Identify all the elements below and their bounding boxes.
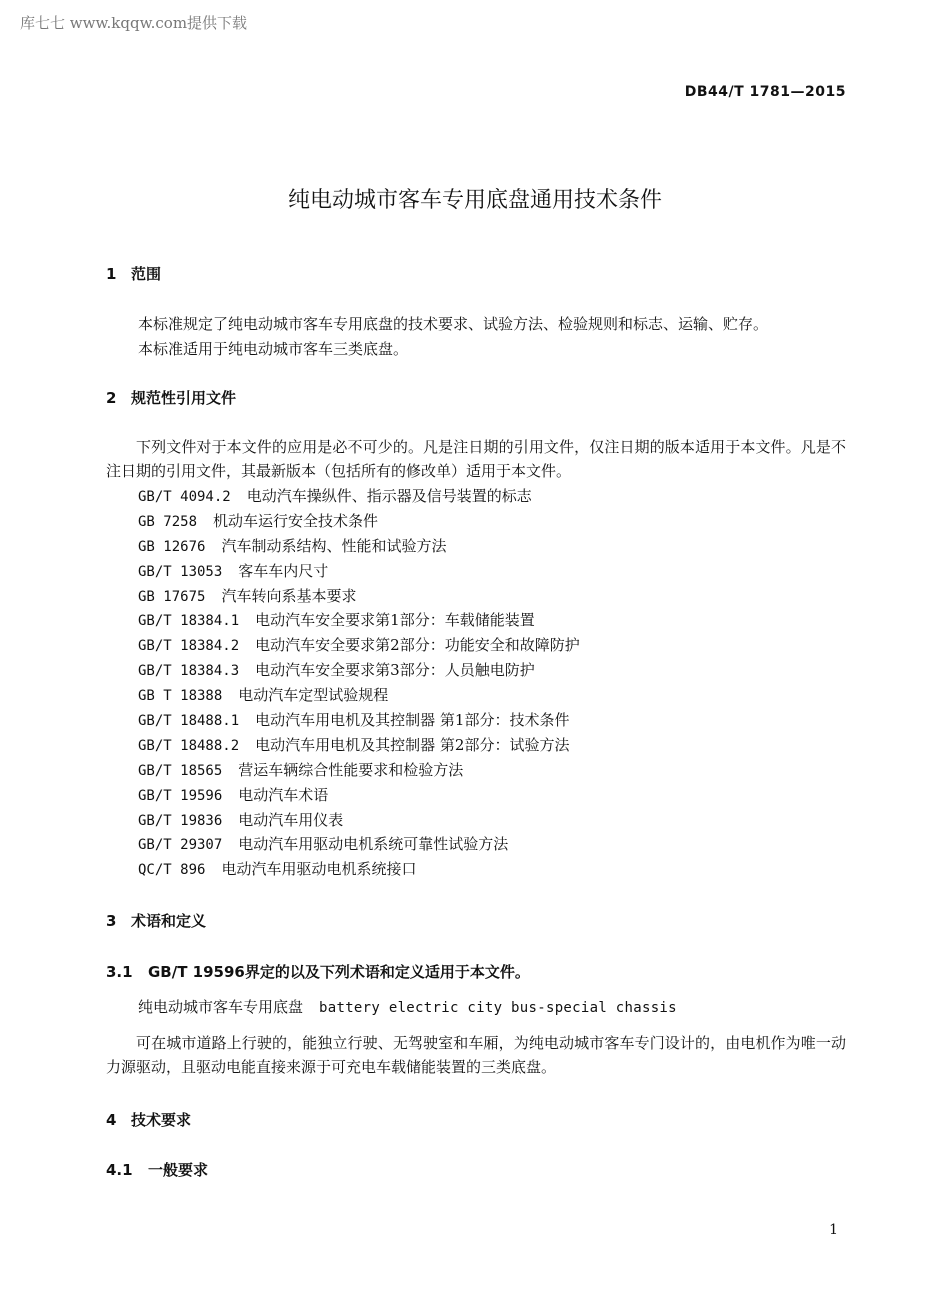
reference-list [138,484,580,882]
watermark-text: 库七七 www.kqqw.com提供下载 [20,14,248,32]
reference-code: GB/T 13053 [138,563,223,580]
subsection-3-1-heading [106,961,530,982]
reference-code: QC/T 896 [138,862,206,879]
reference-code: GB T 18388 [138,688,223,705]
reference-item [138,633,580,658]
page-title: 纯电动城市客车专用底盘通用技术条件 [287,188,662,213]
reference-title: 电动汽车安全要求第3部分：人员触电防护 [255,661,535,680]
section-number: 2 [106,389,117,407]
reference-title: 电动汽车用电机及其控制器 第1部分：技术条件 [255,711,570,730]
reference-code: GB/T 18488.2 [138,737,240,754]
section-number: 4 [106,1111,117,1129]
reference-item [138,733,580,758]
term-english: battery electric city bus-special chassis [319,1000,677,1016]
reference-title: 电动汽车术语 [238,785,329,804]
reference-item [138,584,580,609]
section-number: 3 [106,912,117,930]
term-definition: 可在城市道路上行驶的，能独立行驶、无驾驶室和车厢，为纯电动城市客车专门设计的，由电机作为唯一动力源驱动，且驱动电能直接来源于可充电车载储能装置的三类底盘。 [106,1034,846,1076]
reference-code: GB/T 18565 [138,762,223,779]
subsection-title: 一般要求 [148,1161,209,1179]
reference-code: GB/T 18384.1 [138,613,240,630]
reference-item [138,683,580,708]
reference-item [138,559,580,584]
paragraph: 本标准适用于纯电动城市客车三类底盘。 [138,340,409,358]
reference-title: 电动汽车用仪表 [238,810,344,829]
reference-item [138,808,580,833]
subsection-text: GB/T 19596界定的以及下列术语和定义适用于本文件。 [148,963,530,981]
reference-title: 机动车运行安全技术条件 [213,511,379,530]
reference-title: 营运车辆综合性能要求和检验方法 [238,760,464,779]
reference-item [138,832,580,857]
reference-item [138,857,580,882]
reference-title: 电动汽车操纵件、指示器及信号装置的标志 [246,487,532,505]
reference-code: GB/T 18488.1 [138,713,240,730]
subsection-number: 4.1 [106,1161,133,1179]
section-1-heading [106,263,161,284]
reference-title: 客车车内尺寸 [238,561,329,580]
reference-title: 汽车转向系基本要求 [221,586,357,605]
reference-title: 电动汽车安全要求第2部分：功能安全和故障防护 [255,636,580,655]
term-chinese: 纯电动城市客车专用底盘 [138,998,304,1016]
reference-title: 电动汽车用驱动电机系统接口 [221,860,417,879]
section-2-heading [106,387,236,408]
reference-code: GB 7258 [138,513,198,530]
document-number: DB44/T 1781—2015 [684,84,846,100]
reference-title: 电动汽车安全要求第1部分：车载储能装置 [255,611,535,630]
reference-title: 电动汽车用驱动电机系统可靠性试验方法 [238,835,509,854]
paragraph: 本标准规定了纯电动城市客车专用底盘的技术要求、试验方法、检验规则和标志、运输、贮存。 [138,315,769,333]
subsection-4-1-heading [106,1159,208,1180]
reference-code: GB/T 19596 [138,787,223,804]
reference-title: 汽车制动系结构、性能和试验方法 [221,536,447,555]
reference-item [138,758,580,783]
reference-title: 电动汽车定型试验规程 [238,686,389,705]
reference-code: GB/T 29307 [138,837,223,854]
reference-item [138,708,580,733]
reference-code: GB 12676 [138,538,206,555]
reference-code: GB/T 18384.2 [138,638,240,655]
section-title: 规范性引用文件 [131,389,237,407]
reference-code: GB/T 18384.3 [138,663,240,680]
reference-title: 电动汽车用电机及其控制器 第2部分：试验方法 [255,735,570,754]
section-3-heading [106,910,206,931]
reference-item [138,484,580,509]
reference-code: GB 17675 [138,588,206,605]
reference-code: GB/T 4094.2 [138,489,231,505]
section-title: 范围 [131,265,162,283]
reference-item [138,509,580,534]
section-title: 技术要求 [131,1111,192,1129]
subsection-number: 3.1 [106,963,133,981]
section-4-heading [106,1109,191,1130]
section-2-intro: 下列文件对于本文件的应用是必不可少的。凡是注日期的引用文件，仅注日期的版本适用于本文件。凡是不注日期的引用文件，其最新版本（包括所有的修改单）适用于本文件。 [106,438,846,480]
term-entry [138,996,677,1017]
reference-item [138,534,580,559]
page-number: 1 [829,1222,838,1238]
section-title: 术语和定义 [131,912,207,930]
reference-code: GB/T 19836 [138,812,223,829]
reference-item [138,608,580,633]
section-number: 1 [106,265,117,283]
reference-item [138,783,580,808]
reference-item [138,658,580,683]
